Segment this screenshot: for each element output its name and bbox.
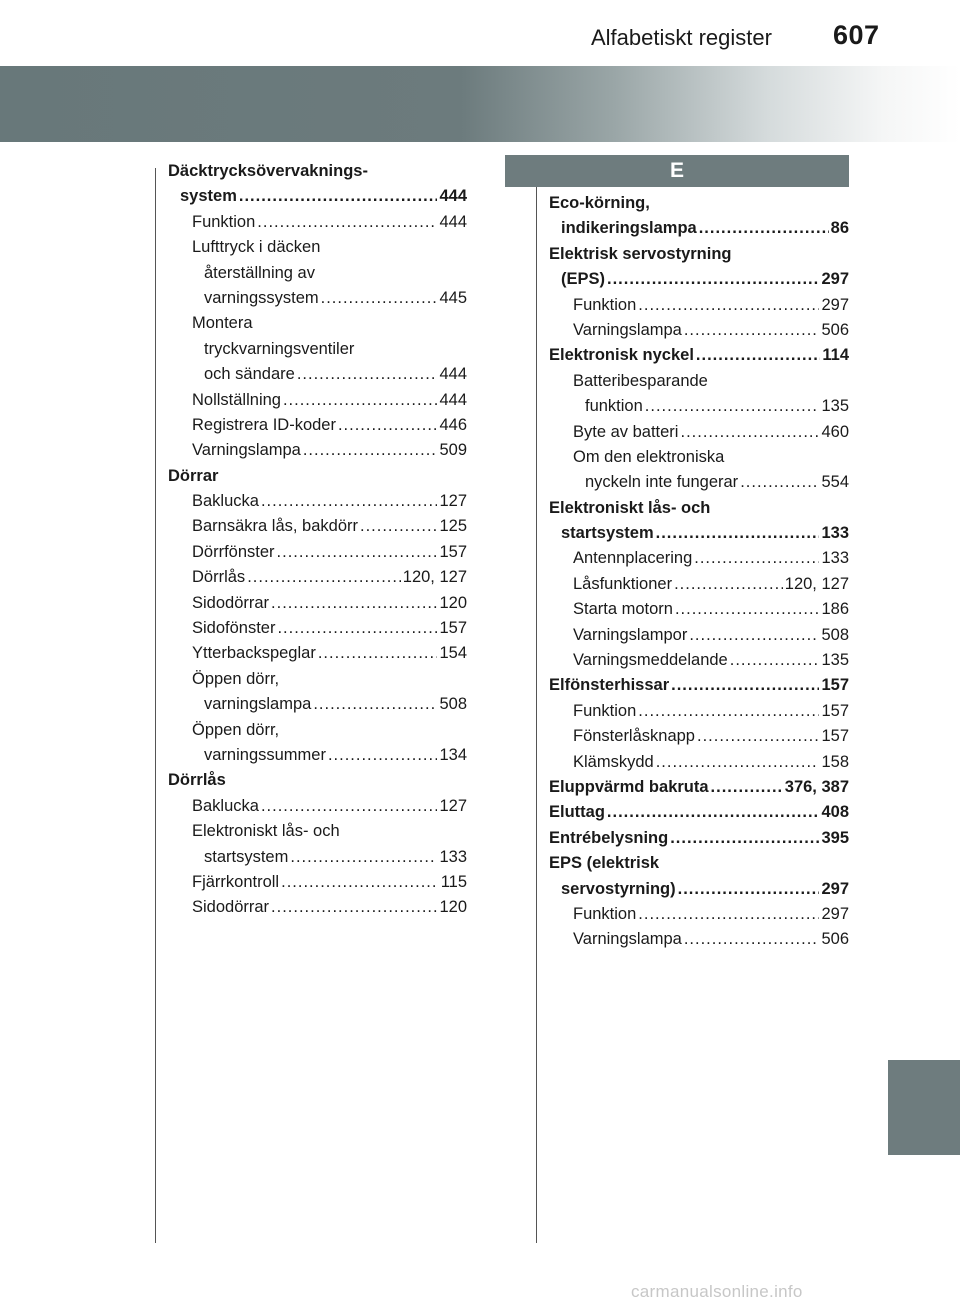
index-entry-label: Varningslampa <box>573 930 682 949</box>
index-entry-page: 508 <box>439 695 467 714</box>
index-entry-label: Funktion <box>573 701 637 720</box>
index-entry-page: 445 <box>439 288 467 307</box>
index-entry-label: Batteribesparande <box>573 371 708 390</box>
index-entry-page: 135 <box>821 651 849 670</box>
index-entry-page: 157 <box>821 727 849 746</box>
index-entry <box>168 489 467 514</box>
index-entry-label: Eluttag <box>549 803 605 822</box>
leader-dots <box>678 877 820 902</box>
leader-dots <box>338 413 438 438</box>
index-entry-label: Öppen dörr, <box>192 720 280 739</box>
index-entry <box>549 750 849 775</box>
leader-dots <box>680 420 819 445</box>
index-entry-page: 120 <box>439 593 467 612</box>
index-entry-label: Låsfunktioner <box>573 574 673 593</box>
index-entry <box>549 267 849 292</box>
index-entry-label: Sidodörrar <box>192 898 270 917</box>
index-entry <box>549 242 849 267</box>
leader-dots <box>283 388 438 413</box>
index-entry-label: Varningslampa <box>192 441 301 460</box>
index-entry-page: 444 <box>439 390 467 409</box>
index-entry-page: 554 <box>821 473 849 492</box>
index-entry <box>168 210 467 235</box>
leader-dots <box>607 800 820 825</box>
index-entry <box>549 470 849 495</box>
leader-dots <box>696 343 820 368</box>
index-entry <box>168 895 467 920</box>
index-entry-page: 115 <box>440 872 467 891</box>
leader-dots <box>645 394 820 419</box>
index-entry-label: Starta motorn <box>573 600 673 619</box>
index-entry-page: 444 <box>439 187 467 206</box>
index-entry-label: Sidodörrar <box>192 593 270 612</box>
index-entry-label: Baklucka <box>192 492 259 511</box>
index-entry-page: 120, 127 <box>402 568 467 587</box>
leader-dots <box>247 565 401 590</box>
leader-dots <box>607 267 819 292</box>
index-entry-label: Lufttryck i däcken <box>192 238 321 257</box>
index-entry-label: Registrera ID-koder <box>192 415 336 434</box>
leader-dots <box>277 616 437 641</box>
index-entry-label: varningslampa <box>204 695 312 714</box>
leader-dots <box>684 927 820 952</box>
leader-dots <box>239 184 438 209</box>
index-entry <box>549 699 849 724</box>
index-entry <box>168 311 467 336</box>
header-band <box>0 66 960 142</box>
index-entry-label: och sändare <box>204 365 295 384</box>
index-entry-page: 125 <box>439 517 467 536</box>
index-entry-label: Elektroniskt lås- och <box>549 498 711 517</box>
index-entry <box>168 743 467 768</box>
index-entry-label: Varningslampa <box>573 320 682 339</box>
index-entry <box>549 369 849 394</box>
index-entry <box>549 877 849 902</box>
index-entry-label: Om den elektroniska <box>573 447 725 466</box>
leader-dots <box>321 286 438 311</box>
index-entry <box>549 394 849 419</box>
index-entry <box>168 261 467 286</box>
index-entry-label: Klämskydd <box>573 752 654 771</box>
index-column-right <box>549 191 849 953</box>
index-entry-label: Barnsäkra lås, bakdörr <box>192 517 358 536</box>
leader-dots <box>638 699 819 724</box>
index-entry-page: 408 <box>821 803 849 822</box>
index-entry-page: 158 <box>821 752 849 771</box>
column-rule-left <box>155 168 156 1243</box>
index-entry <box>549 673 849 698</box>
leader-dots <box>638 293 819 318</box>
index-entry <box>168 159 467 184</box>
top-strip <box>0 0 960 62</box>
index-entry-label: tryckvarningsventiler <box>204 339 355 358</box>
leader-dots <box>656 750 820 775</box>
index-entry-label: Funktion <box>573 904 637 923</box>
leader-dots <box>271 591 437 616</box>
index-entry-label: Elektrisk servostyrning <box>549 244 732 263</box>
index-entry-label: EPS (elektrisk <box>549 854 660 873</box>
index-entry <box>549 546 849 571</box>
index-entry-label: Eco-körning, <box>549 194 650 212</box>
index-entry-page: 157 <box>439 619 467 638</box>
index-entry-label: Dörrar <box>168 466 219 485</box>
index-entry-label: startsystem <box>561 524 654 543</box>
index-entry-page: 133 <box>439 847 467 866</box>
index-entry-page: 154 <box>439 644 467 663</box>
index-entry-label: Däcktrycksövervaknings- <box>168 162 368 180</box>
leader-dots <box>740 470 819 495</box>
index-entry <box>168 464 467 489</box>
index-entry-page: 120, 127 <box>784 574 849 593</box>
leader-dots <box>303 438 438 463</box>
index-entry-label: Fönsterlåsknapp <box>573 727 695 746</box>
index-entry <box>168 718 467 743</box>
index-entry-label: Fjärrkontroll <box>192 872 280 891</box>
index-entry <box>168 768 467 793</box>
page-number: 607 <box>833 20 880 50</box>
index-entry-page: 444 <box>439 365 467 384</box>
index-entry <box>549 572 849 597</box>
index-entry-label: nyckeln inte fungerar <box>585 473 739 492</box>
watermark: carmanualsonline.info <box>631 1282 803 1301</box>
index-entry <box>549 826 849 851</box>
index-entry-page: 157 <box>821 676 849 695</box>
index-entry-label: Byte av batteri <box>573 422 679 441</box>
index-entry-page: 297 <box>821 879 849 898</box>
index-entry <box>549 927 849 952</box>
index-entry <box>168 413 467 438</box>
index-entry-page: 134 <box>439 745 467 764</box>
index-entry-label: Antennplacering <box>573 549 693 568</box>
index-entry <box>549 623 849 648</box>
index-entry <box>549 343 849 368</box>
leader-dots <box>674 572 783 597</box>
leader-dots <box>670 826 819 851</box>
index-entry <box>549 293 849 318</box>
leader-dots <box>271 895 437 920</box>
leader-dots <box>257 210 437 235</box>
leader-dots <box>360 514 437 539</box>
index-entry-label: Entrébelysning <box>549 828 669 847</box>
index-entry <box>168 870 467 895</box>
index-entry-label: Dörrlås <box>192 568 246 587</box>
section-title: Alfabetiskt register <box>591 25 772 50</box>
leader-dots <box>290 845 437 870</box>
index-entry-label: (EPS) <box>561 270 606 289</box>
leader-dots <box>671 673 819 698</box>
index-entry <box>168 184 467 209</box>
index-entry-page: 157 <box>439 542 467 561</box>
index-entry-page: 127 <box>439 796 467 815</box>
index-entry <box>549 445 849 470</box>
letter-section-header: E <box>505 155 849 187</box>
index-entry-page: 86 <box>830 219 849 238</box>
leader-dots <box>699 216 829 241</box>
index-entry <box>549 851 849 876</box>
index-entry-page: 157 <box>821 701 849 720</box>
index-entry-label: Elektroniskt lås- och <box>192 822 340 841</box>
index-entry-label: Eluppvärmd bakruta <box>549 777 709 796</box>
index-entry <box>168 667 467 692</box>
index-entry <box>168 337 467 362</box>
leader-dots <box>694 546 819 571</box>
index-entry <box>549 597 849 622</box>
index-entry-page: 114 <box>822 346 849 365</box>
leader-dots <box>638 902 819 927</box>
index-entry-label: återställning av <box>204 263 315 282</box>
index-entry <box>168 845 467 870</box>
index-entry-label: Öppen dörr, <box>192 669 280 688</box>
index-entry <box>549 775 849 800</box>
leader-dots <box>656 521 820 546</box>
index-entry <box>168 565 467 590</box>
index-entry-label: servostyrning) <box>561 879 676 898</box>
leader-dots <box>697 724 819 749</box>
index-entry-label: system <box>180 187 237 206</box>
index-entry-page: 133 <box>821 549 849 568</box>
index-entry-page: 186 <box>821 600 849 619</box>
index-entry-label: Dörrfönster <box>192 542 275 561</box>
index-entry <box>168 616 467 641</box>
leader-dots <box>689 623 819 648</box>
leader-dots <box>277 540 438 565</box>
index-entry-label: Funktion <box>573 295 637 314</box>
index-entry <box>549 216 849 241</box>
index-entry <box>549 648 849 673</box>
index-entry <box>168 591 467 616</box>
index-entry <box>168 540 467 565</box>
index-entry-label: Montera <box>192 314 253 333</box>
index-entry-label: Baklucka <box>192 796 259 815</box>
index-entry <box>168 235 467 260</box>
index-entry <box>549 318 849 343</box>
leader-dots <box>318 641 438 666</box>
index-entry <box>168 438 467 463</box>
index-entry-label: Funktion <box>192 212 256 231</box>
index-entry-page: 133 <box>821 524 849 543</box>
index-entry-label: Sidofönster <box>192 619 276 638</box>
index-entry <box>168 286 467 311</box>
index-entry-page: 120 <box>439 898 467 917</box>
leader-dots <box>297 362 438 387</box>
index-column-left <box>168 159 467 921</box>
index-entry-label: varningssummer <box>204 745 326 764</box>
index-entry-label: Varningsmeddelande <box>573 651 728 670</box>
index-entry-label: Ytterbackspeglar <box>192 644 316 663</box>
index-entry-page: 297 <box>821 270 849 289</box>
column-rule-middle <box>536 168 537 1243</box>
leader-dots <box>261 794 438 819</box>
leader-dots <box>313 692 437 717</box>
index-entry-page: 395 <box>821 828 849 847</box>
index-entry <box>549 521 849 546</box>
index-entry-page: 460 <box>821 422 849 441</box>
index-entry-label: Elfönsterhissar <box>549 676 670 695</box>
index-entry <box>168 794 467 819</box>
index-entry-page: 446 <box>439 415 467 434</box>
index-entry <box>168 362 467 387</box>
index-entry-page: 135 <box>821 397 849 416</box>
index-entry-page: 297 <box>821 904 849 923</box>
leader-dots <box>730 648 820 673</box>
index-entry-label: startsystem <box>204 847 289 866</box>
index-entry <box>168 819 467 844</box>
index-entry-page: 127 <box>439 492 467 511</box>
leader-dots <box>684 318 820 343</box>
leader-dots <box>711 775 783 800</box>
index-entry <box>549 191 849 216</box>
index-entry-label: varningssystem <box>204 288 319 307</box>
leader-dots <box>261 489 438 514</box>
index-entry <box>549 420 849 445</box>
index-entry-page: 508 <box>821 625 849 644</box>
index-entry-page: 506 <box>821 930 849 949</box>
leader-dots <box>328 743 438 768</box>
index-entry-label: Elektronisk nyckel <box>549 346 694 365</box>
index-entry-label: Nollställning <box>192 390 281 409</box>
leader-dots <box>281 870 439 895</box>
index-entry <box>168 388 467 413</box>
index-entry-label: indikeringslampa <box>561 219 697 238</box>
index-entry-page: 376, 387 <box>784 777 849 796</box>
index-entry <box>168 514 467 539</box>
index-entry-page: 506 <box>821 320 849 339</box>
index-entry <box>549 902 849 927</box>
index-entry-page: 297 <box>821 295 849 314</box>
chapter-tab <box>888 1060 960 1155</box>
index-entry-label: Varningslampor <box>573 625 688 644</box>
index-entry <box>168 641 467 666</box>
index-entry-page: 509 <box>439 441 467 460</box>
index-entry <box>549 724 849 749</box>
leader-dots <box>675 597 820 622</box>
index-entry-page: 444 <box>439 212 467 231</box>
index-entry <box>168 692 467 717</box>
index-entry <box>549 800 849 825</box>
index-entry-label: funktion <box>585 397 643 416</box>
index-entry <box>549 496 849 521</box>
index-entry-label: Dörrlås <box>168 771 226 790</box>
